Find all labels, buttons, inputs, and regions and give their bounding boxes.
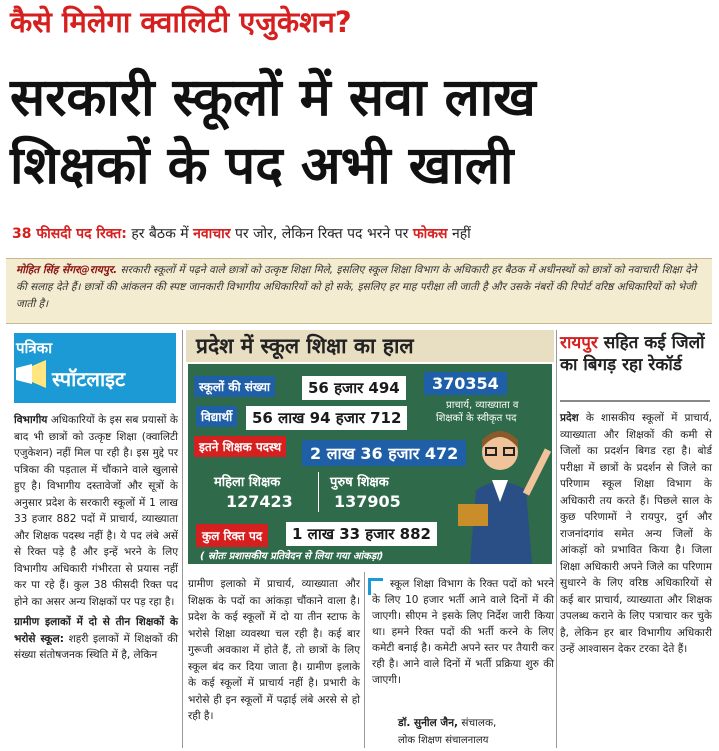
posted-value: 2 लाख 36 हजार 472: [302, 440, 466, 466]
subhead-lead: 38 फीसदी पद रिक्त:: [12, 226, 127, 242]
intro-paragraph: [16, 262, 706, 313]
right-heading-rule: [560, 400, 710, 402]
quote-organization: लोक शिक्षण संचालनालय: [398, 735, 489, 746]
students-value: 56 लाख 94 हजार 712: [246, 406, 407, 430]
right-heading-rest: सहित कई जिलों का बिगड़ रहा रेकॉर्ड: [560, 333, 705, 375]
schools-value: 56 हजार 494: [302, 376, 406, 400]
left-column-text: [14, 412, 178, 664]
right-heading-red: रायपुर: [560, 333, 598, 353]
vacant-value: 1 लाख 33 हजार 882: [286, 522, 437, 546]
intro-text: सरकारी स्कूलों में पढ़ने वाले छात्रों को उत्कृष्ट शिक्षा मिले, इसलिए स्कूल शिक्षा विभाग के अधिकारी हर बैठक में अधीनस्थों को छात्रों को नवाचारी शिक्षा देने की सलाह देते हैं। छात्रों की आंकलन की स्पष्ट जानकारी विभागीय अधिकारियों को हो सके, इसलिए हर माह परीक्षा ली जाती है और उसके नंबरों की रिपोर्ट वरिष्ठ अधिकारियों को भेजी जाती है।: [16, 264, 697, 310]
kicker-heading: कैसे मिलेगा क्वालिटी एजुकेशन?: [10, 5, 352, 39]
left-subhead: ग्रामीण इलाकों में दो से तीन शिक्षकों के भरोसे स्कूल:: [14, 616, 178, 645]
torch-icon: [14, 360, 48, 388]
subhead-part-1: हर बैठक में: [126, 226, 194, 242]
posted-label: इतने शिक्षक पदस्थ: [194, 436, 286, 457]
sanctioned-label-2: शिक्षकों के स्वीकृत पद: [436, 413, 517, 424]
column-divider-mid: [364, 572, 365, 748]
source-note: ( स्रोतः प्रशासकीय प्रतिवेदन से लिया गया आंकड़ा): [200, 551, 384, 562]
subhead-highlight-1: नवाचार: [193, 226, 231, 242]
infographic-title: प्रदेश में स्कूल शिक्षा का हाल: [196, 334, 414, 358]
headline-line-2: शिक्षकों के पद अभी खाली: [10, 136, 514, 196]
column-divider-right: [556, 330, 557, 748]
spotlight-title: स्पॉटलाइट: [52, 367, 126, 391]
teacher-illustration: [448, 420, 552, 564]
middle-body: ग्रामीण इलाको में प्राचार्य, व्याख्याता और शिक्षक के पदों का आंकड़ा चौंकाने वाला है। प्रदेश के कई स्कूलों में दो या तीन स्टाफ के भरोसे शिक्षा व्यवस्था चल रही है। कई बार गुरूजी अवकाश में होते हैं, तो छात्रों के लिए स्कूल बंद कर दिया जाता है। ग्रामीण इलाके के कई स्कूलों में प्राचार्य नहीं है। प्रभारी के भरोसे ही इन स्कूलों में पढ़ाई लंबे अरसे से हो रही है।: [188, 578, 360, 722]
right-column-text: [560, 410, 712, 658]
right-column-heading: [560, 332, 716, 376]
male-teachers-value: 137905: [334, 492, 401, 511]
right-body: के शासकीय स्कूलों में प्राचार्य, व्याख्याता और शिक्षकों की कमी से जिलों का प्रदर्शन बिगड रहा है। बोर्ड परीक्षा में छात्रों के प्रदर्शन से जिले का परिणाम स्कूल शिक्षा विभाग के अधिकारी तय करते हैं। पिछले साल के कुछ परिणामों ने रायपुर, दुर्ग और राजनांदगांव समेत अन्य जिलों के आंकड़ों को प्रभावित किया है। जिला शिक्षा अधिकारी अपने जिले का परिणाम सुधारने के लिए वरिष्ठ अधिकारियों से कई बार प्राचार्य, व्याख्याता और शिक्षक उपलब्ध कराने के लिए पत्राचार कर चुके है, लेकिन हर बार विभागीय अधिकारी उन्हें आश्वासन देकर टरका देते हैं।: [560, 412, 712, 655]
right-lead-word: प्रदेश: [560, 412, 579, 424]
vacant-label: कुल रिक्त पद: [196, 524, 268, 547]
subheadline: [12, 224, 471, 243]
left-lead-word: विभागीय: [14, 414, 48, 426]
sanctioned-label-1: प्राचार्य, व्याख्याता व: [446, 400, 519, 411]
left-body: अधिकारियों के इस सब प्रयासों के बाद भी छात्रों को उत्कृष्ट शिक्षा (क्वालिटी एजुकेशन) नहीं मिल पा रही है। इस मुद्दे पर पत्रिका की पड़ताल में चौंकाने वाले खुलासे हुए है। विभागीय दस्तावेजों और सूत्रों के अनुसार प्रदेश के सरकारी स्कूलों में 1 लाख 33 हजार 882 पदों में प्राचार्य, व्याख्याता और शिक्षक पदस्थ नहीं है। ये पद लंबे असें से रिक्त पड़े है और इन्हें भरने के लिए विभागीय अधिकारी गंभीरता से प्रयास नहीं कर पा रहे हैं। कुल 38 फीसदी रिक्त पद होने का असर अन्य शिक्षकों पर पड़ रहा है।: [14, 414, 178, 608]
byline: मोहित सिंह सेंगर@रायपुर.: [16, 264, 118, 276]
subhead-highlight-2: फोकस: [412, 226, 448, 242]
quote-role: संचालक,: [458, 717, 497, 729]
middle-column-text: [188, 576, 360, 725]
students-label: विद्यार्थी: [196, 406, 237, 427]
quote-text: स्कूल शिक्षा विभाग के रिक्त पदों को भरने के लिए 10 हजार भर्ती आने वाले दिनों में की जाएगी। सीएम ने इसके लिए निर्देश जारी किया था। हमने रिक्त पदों की भर्ती करने के लिए कमेटी बनाई है। कमेटी अपने स्तर पर तैयारी कर रही है। आने वाले दिनों में भर्ती प्रक्रिया शुरु की जाएगी।: [372, 578, 554, 686]
column-divider-left: [182, 330, 183, 748]
left-body-2: शहरी इलाकों में शिक्षकों की संख्या संतोषजनक स्थिति में है, लेकिन: [14, 632, 178, 661]
male-teachers-label: पुरुष शिक्षक: [330, 475, 389, 490]
schools-label: स्कूलों की संख्या: [194, 376, 275, 397]
subhead-part-3: नहीं: [447, 226, 471, 242]
sanctioned-value: 370354: [424, 372, 507, 395]
female-teachers-label: महिला शिक्षक: [214, 475, 281, 490]
quote-name: डॉ. सुनील जैन,: [398, 717, 459, 729]
female-teachers-value: 127423: [226, 492, 293, 511]
quote-signature: [398, 716, 496, 730]
headline-line-1: सरकारी स्कूलों में सवा लाख: [10, 68, 536, 128]
spotlight-patrika-label: पत्रिका: [16, 339, 53, 357]
chalk-divider: [318, 472, 319, 512]
subhead-part-2: पर जोर, लेकिन रिक्त पद भरने पर: [230, 226, 413, 242]
